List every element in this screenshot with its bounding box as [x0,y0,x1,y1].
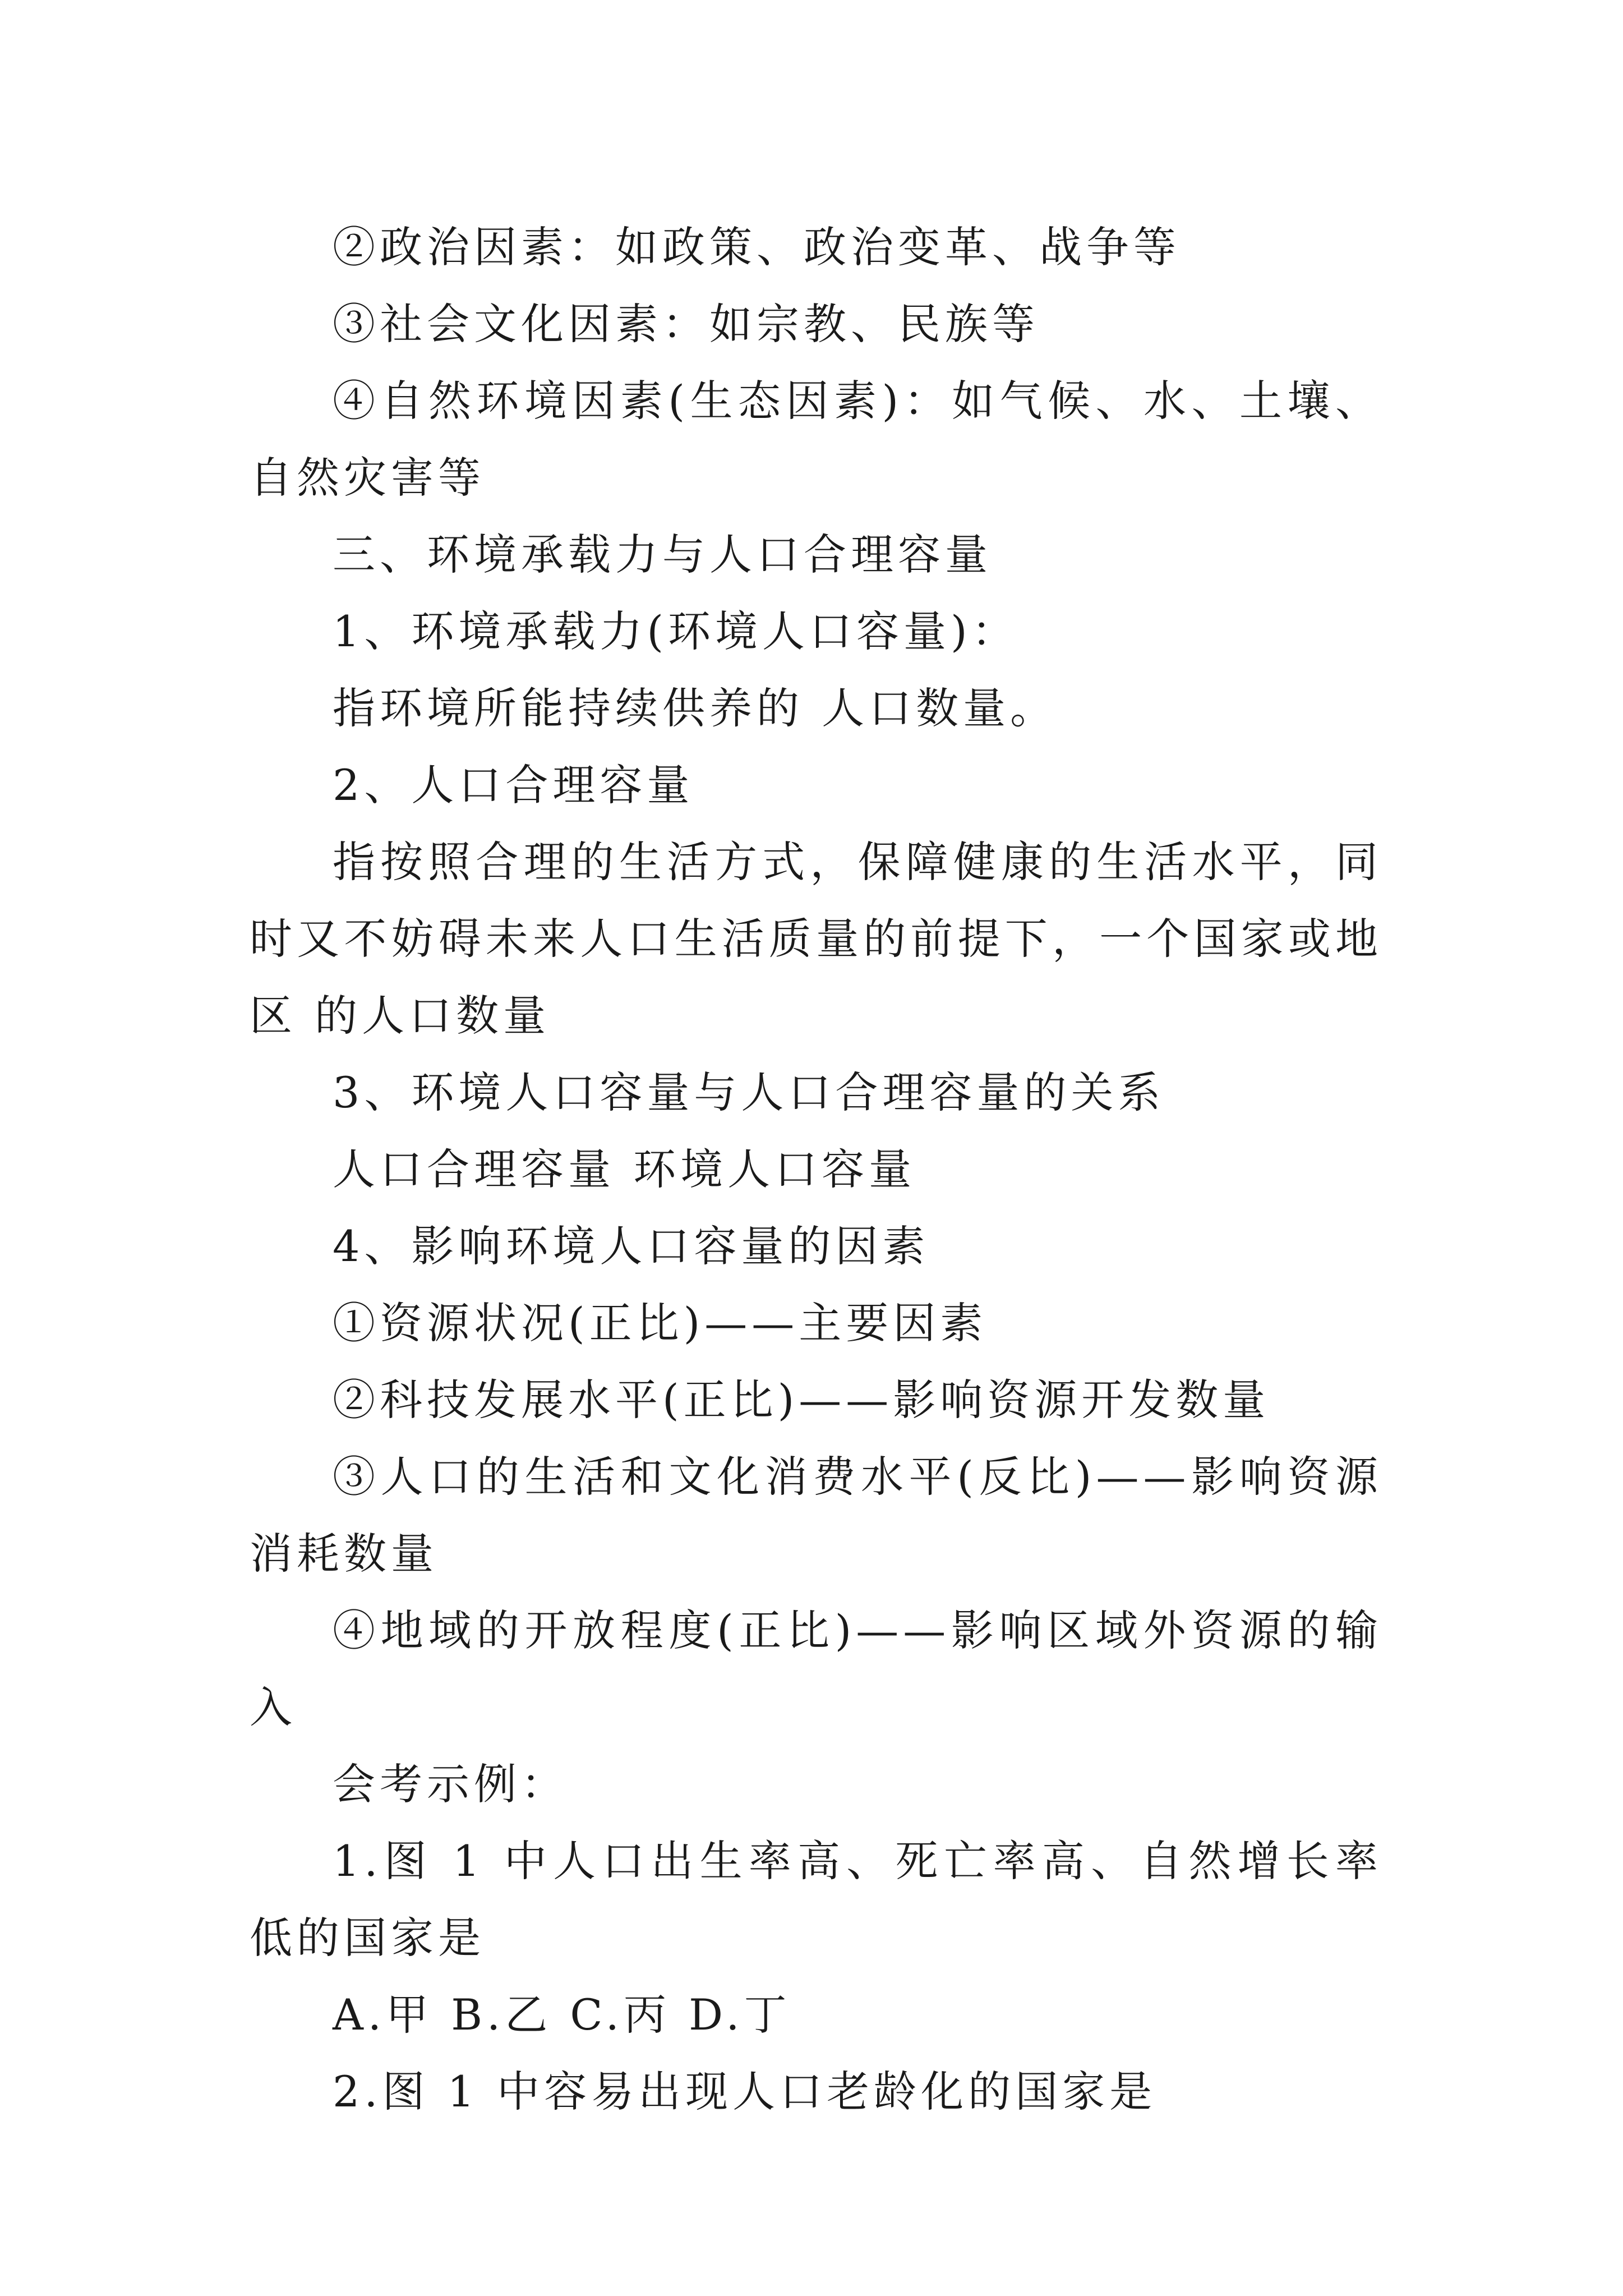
list-item-resource-status: ①资源状况(正比)——主要因素 [333,1298,988,1348]
paragraph-political-factors: ②政治因素：如政策、政治变革、战争等 [333,222,1181,272]
list-item-technology-level: ②科技发展水平(正比)——影响资源开发数量 [333,1375,1270,1425]
subheading-reasonable-population-capacity: 2、人口合理容量 [333,760,694,810]
question-1-options: A.甲 B.乙 C.丙 D.丁 [333,1990,791,2040]
document-page [250,209,1382,2130]
paragraph-social-cultural-factors: ③社会文化因素：如宗教、民族等 [333,299,1039,349]
paragraph-natural-environment-factors: ④自然环境因素(生态因素)：如气候、水、土壤、自然灾害等 [250,376,1382,503]
subheading-environmental-carrying-capacity: 1、环境承载力(环境人口容量)： [333,606,1019,656]
list-item-regional-openness: ④地域的开放程度(正比)——影响区域外资源的输入 [250,1605,1382,1732]
subheading-capacity-relationship: 3、环境人口容量与人口合理容量的关系 [333,1068,1165,1117]
subheading-capacity-factors: 4、影响环境人口容量的因素 [333,1221,930,1271]
section-heading-carrying-capacity: 三、环境承载力与人口合理容量 [333,530,992,579]
question-2: 2.图 1 中容易出现人口老龄化的国家是 [333,2067,1157,2116]
paragraph-capacity-comparison: 人口合理容量 环境人口容量 [333,1144,916,1194]
subheading-exam-examples: 会考示例： [333,1759,568,1809]
question-1: 1.图 1 中人口出生率高、死亡率高、自然增长率低的国家是 [250,1836,1382,1963]
paragraph-reasonable-capacity-definition: 指按照合理的生活方式，保障健康的生活水平，同时又不妨碍未来人口生活质量的前提下，一个国家或地区 的人口数量 [250,837,1382,1041]
list-item-consumption-level: ③人口的生活和文化消费水平(反比)——影响资源消耗数量 [250,1452,1382,1579]
paragraph-carrying-capacity-definition: 指环境所能持续供养的 人口数量。 [333,683,1058,733]
